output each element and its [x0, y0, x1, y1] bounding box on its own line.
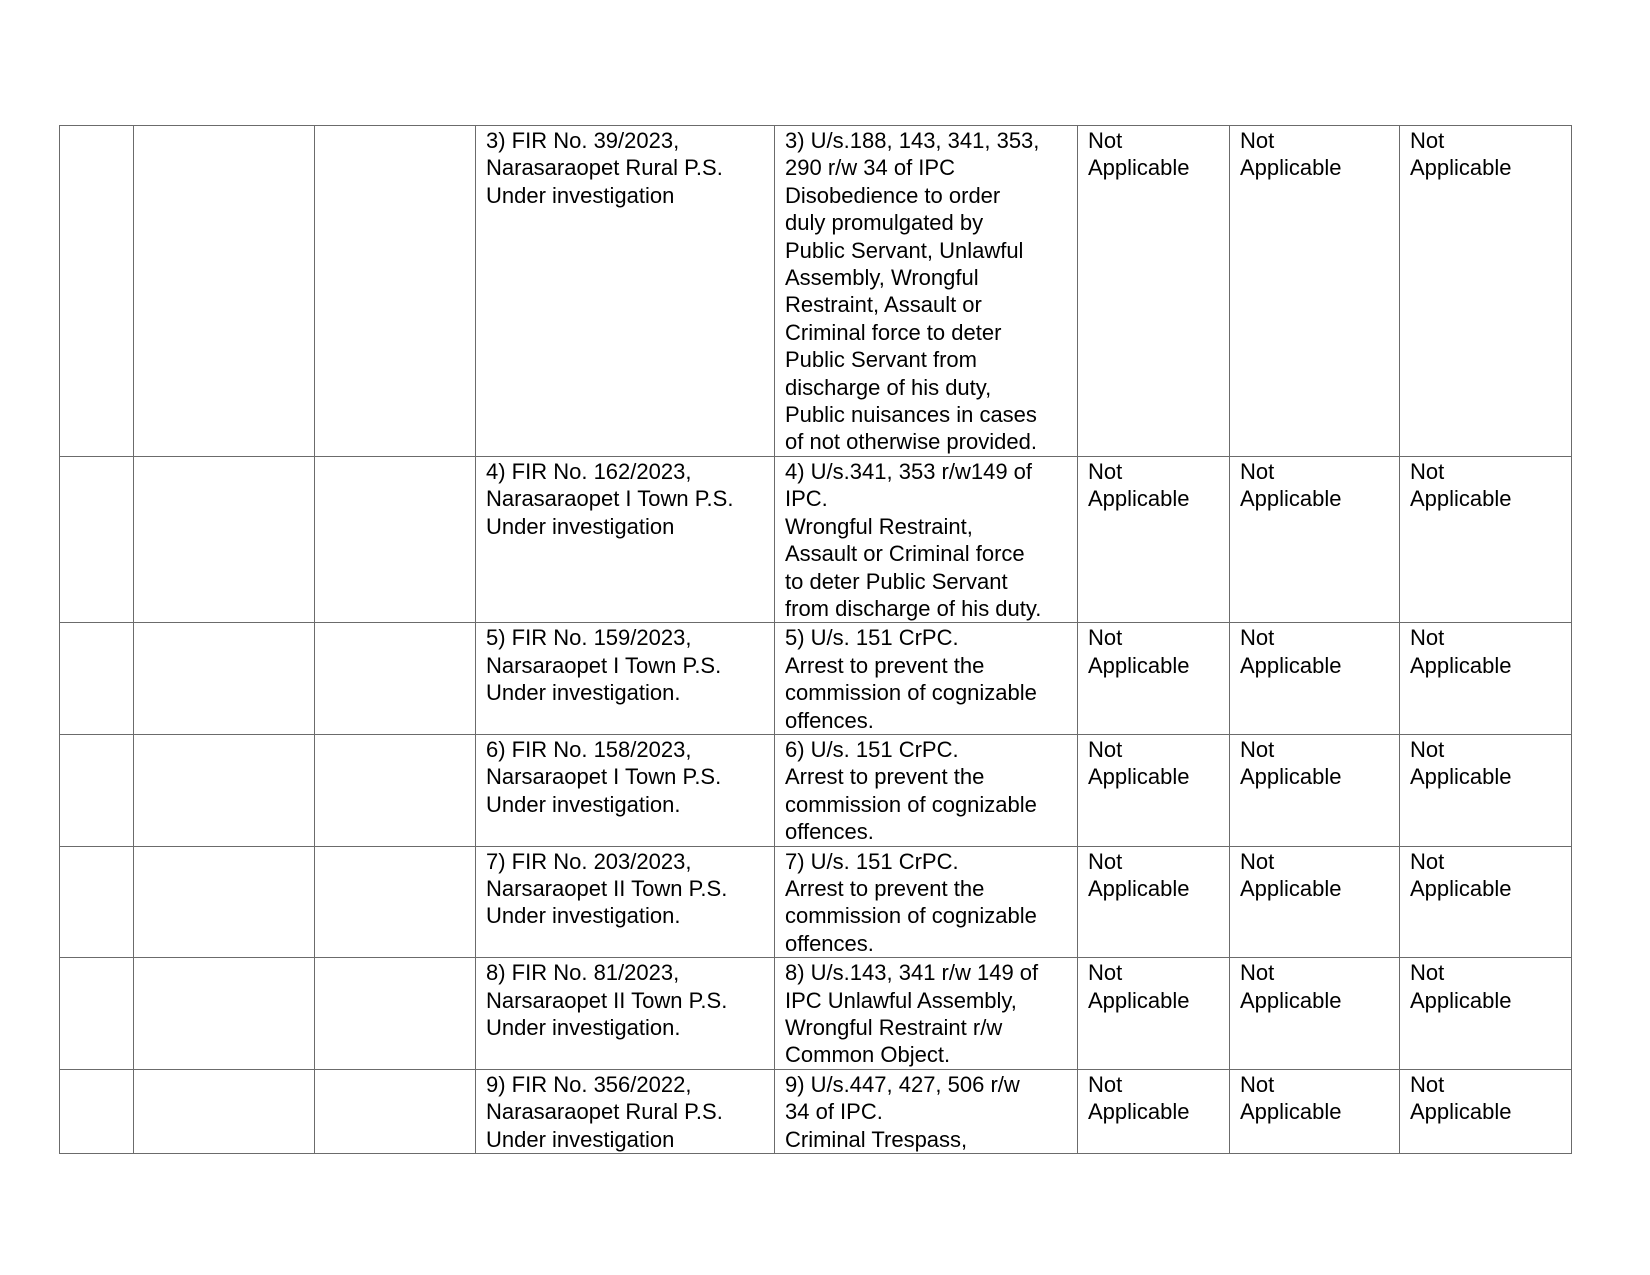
section-line: Public Servant from: [785, 347, 977, 373]
status-cell: [1400, 126, 1572, 457]
status-line: Not: [1410, 960, 1445, 986]
status-cell: [1400, 1069, 1572, 1153]
section-line: 290 r/w 34 of IPC: [785, 155, 955, 181]
table-body: [60, 126, 1572, 1154]
case-details-cell: [476, 734, 775, 846]
section-line: Common Object.: [785, 1042, 951, 1068]
section-line: Wrongful Restraint r/w: [785, 1015, 1003, 1040]
section-line: of not otherwise provided.: [785, 429, 1037, 455]
table-row: [60, 126, 1572, 457]
section-line: Arrest to prevent the: [785, 875, 985, 901]
status-cell: [1230, 958, 1400, 1070]
status-line: Not: [1410, 458, 1445, 484]
status-line: Not: [1410, 625, 1445, 651]
case-line: Under investigation: [486, 513, 675, 539]
section-line: from discharge of his duty.: [785, 595, 1042, 621]
section-line: Public Servant, Unlawful: [785, 237, 1024, 263]
case-line: 5) FIR No. 159/2023,: [486, 625, 692, 651]
section-line: Arrest to prevent the: [785, 652, 985, 678]
case-line: Narasaraopet Rural P.S.: [486, 155, 723, 181]
status-cell: [1078, 126, 1230, 457]
status-cell: [1400, 456, 1572, 622]
status-line: Applicable: [1410, 764, 1512, 790]
status-line: Applicable: [1240, 764, 1342, 790]
section-line: Criminal Trespass,: [785, 1126, 968, 1152]
empty-cell: [315, 734, 476, 846]
status-line: Not: [1088, 1071, 1123, 1097]
status-cell: [1400, 623, 1572, 735]
case-line: 6) FIR No. 158/2023,: [486, 736, 692, 762]
empty-cell: [134, 1069, 315, 1153]
section-line: Assault or Criminal force: [785, 541, 1025, 567]
case-line: 7) FIR No. 203/2023,: [486, 848, 692, 874]
empty-cell: [60, 456, 134, 622]
status-line: Not: [1088, 458, 1123, 484]
table-row: [60, 456, 1572, 622]
status-line: Not: [1410, 736, 1445, 762]
status-line: Not: [1410, 128, 1445, 153]
status-cell: [1230, 623, 1400, 735]
status-line: Not: [1088, 625, 1123, 651]
status-line: Not: [1410, 1071, 1445, 1097]
section-line: IPC Unlawful Assembly,: [785, 987, 1017, 1013]
section-line: 5) U/s. 151 CrPC.: [785, 625, 959, 651]
empty-cell: [134, 958, 315, 1070]
empty-cell: [134, 846, 315, 958]
case-details-cell: [476, 1069, 775, 1153]
empty-cell: [134, 126, 315, 457]
section-line: 4) U/s.341, 353 r/w149 of: [785, 458, 1033, 484]
status-line: Not: [1240, 736, 1275, 762]
status-line: Not: [1240, 625, 1275, 651]
status-line: Applicable: [1410, 987, 1512, 1013]
status-line: Applicable: [1088, 652, 1190, 678]
status-cell: [1078, 1069, 1230, 1153]
case-line: 9) FIR No. 356/2022,: [486, 1071, 692, 1097]
section-line: Public nuisances in cases: [785, 402, 1037, 428]
case-details-cell: [476, 126, 775, 457]
status-line: Not: [1240, 1071, 1275, 1097]
section-line: duly promulgated by: [785, 210, 984, 236]
section-line: 3) U/s.188, 143, 341, 353,: [785, 128, 1040, 153]
section-line: Disobedience to order: [785, 182, 1001, 208]
empty-cell: [315, 456, 476, 622]
status-line: Applicable: [1088, 155, 1190, 181]
empty-cell: [134, 734, 315, 846]
status-line: Applicable: [1240, 875, 1342, 901]
case-details-cell: [476, 623, 775, 735]
sections-cell: [775, 126, 1078, 457]
case-line: Under investigation.: [486, 791, 681, 817]
status-cell: [1400, 846, 1572, 958]
empty-cell: [60, 623, 134, 735]
status-cell: [1230, 846, 1400, 958]
section-line: IPC.: [785, 486, 828, 512]
status-cell: [1078, 958, 1230, 1070]
empty-cell: [60, 958, 134, 1070]
empty-cell: [315, 1069, 476, 1153]
section-line: Criminal force to deter: [785, 319, 1002, 345]
case-line: Under investigation: [486, 1126, 675, 1152]
section-line: to deter Public Servant: [785, 568, 1008, 594]
section-line: commission of cognizable: [785, 680, 1037, 706]
status-cell: [1400, 734, 1572, 846]
status-line: Applicable: [1410, 155, 1512, 181]
status-line: Applicable: [1240, 987, 1342, 1013]
case-line: 8) FIR No. 81/2023,: [486, 960, 680, 986]
section-line: offences.: [785, 707, 874, 733]
status-line: Not: [1088, 960, 1123, 986]
empty-cell: [60, 1069, 134, 1153]
status-line: Applicable: [1088, 875, 1190, 901]
empty-cell: [134, 623, 315, 735]
section-line: 8) U/s.143, 341 r/w 149 of: [785, 960, 1039, 986]
empty-cell: [134, 456, 315, 622]
status-cell: [1078, 734, 1230, 846]
section-line: Assembly, Wrongful: [785, 265, 979, 291]
status-line: Applicable: [1240, 652, 1342, 678]
section-line: Arrest to prevent the: [785, 764, 985, 790]
status-line: Applicable: [1410, 652, 1512, 678]
empty-cell: [60, 846, 134, 958]
status-line: Applicable: [1410, 875, 1512, 901]
sections-cell: [775, 456, 1078, 622]
section-line: commission of cognizable: [785, 903, 1037, 929]
section-line: 7) U/s. 151 CrPC.: [785, 848, 959, 874]
criminal-cases-table: [59, 125, 1572, 1154]
status-line: Not: [1240, 458, 1275, 484]
table-row: [60, 958, 1572, 1070]
status-line: Applicable: [1240, 486, 1342, 512]
section-line: Restraint, Assault or: [785, 292, 982, 318]
status-line: Applicable: [1240, 1099, 1342, 1125]
section-line: commission of cognizable: [785, 791, 1037, 817]
status-line: Applicable: [1088, 486, 1190, 512]
case-line: Under investigation.: [486, 903, 681, 929]
status-cell: [1400, 958, 1572, 1070]
status-cell: [1078, 623, 1230, 735]
status-cell: [1230, 456, 1400, 622]
section-line: Wrongful Restraint,: [785, 513, 973, 539]
status-line: Not: [1088, 736, 1123, 762]
sections-cell: [775, 1069, 1078, 1153]
status-cell: [1230, 1069, 1400, 1153]
section-line: discharge of his duty,: [785, 374, 992, 400]
case-line: Narsaraopet II Town P.S.: [486, 875, 728, 901]
section-line: 34 of IPC.: [785, 1099, 883, 1125]
section-line: offences.: [785, 930, 874, 956]
empty-cell: [315, 126, 476, 457]
status-line: Applicable: [1410, 486, 1512, 512]
empty-cell: [60, 734, 134, 846]
empty-cell: [315, 623, 476, 735]
empty-cell: [60, 126, 134, 457]
table-row: [60, 846, 1572, 958]
case-details-cell: [476, 456, 775, 622]
sections-cell: [775, 734, 1078, 846]
status-cell: [1230, 126, 1400, 457]
case-line: 3) FIR No. 39/2023,: [486, 128, 680, 153]
case-details-cell: [476, 846, 775, 958]
case-line: Narasaraopet Rural P.S.: [486, 1099, 723, 1125]
sections-cell: [775, 846, 1078, 958]
sections-cell: [775, 623, 1078, 735]
status-line: Applicable: [1088, 1099, 1190, 1125]
case-line: Under investigation.: [486, 1015, 681, 1040]
status-line: Applicable: [1240, 155, 1342, 181]
section-line: 9) U/s.447, 427, 506 r/w: [785, 1071, 1020, 1097]
case-line: Narsaraopet II Town P.S.: [486, 987, 728, 1013]
empty-cell: [315, 958, 476, 1070]
case-line: Narasaraopet I Town P.S.: [486, 486, 734, 512]
case-line: Narsaraopet I Town P.S.: [486, 764, 722, 790]
table-row: [60, 1069, 1572, 1153]
table-row: [60, 623, 1572, 735]
case-line: Narsaraopet I Town P.S.: [486, 652, 722, 678]
status-cell: [1078, 456, 1230, 622]
status-line: Applicable: [1410, 1099, 1512, 1125]
status-line: Not: [1410, 848, 1445, 874]
case-line: Under investigation.: [486, 680, 681, 706]
section-line: 6) U/s. 151 CrPC.: [785, 736, 959, 762]
section-line: offences.: [785, 819, 874, 845]
case-details-cell: [476, 958, 775, 1070]
status-cell: [1078, 846, 1230, 958]
status-line: Applicable: [1088, 987, 1190, 1013]
table-row: [60, 734, 1572, 846]
status-line: Not: [1240, 128, 1275, 153]
status-cell: [1230, 734, 1400, 846]
status-line: Applicable: [1088, 764, 1190, 790]
status-line: Not: [1088, 848, 1123, 874]
sections-cell: [775, 958, 1078, 1070]
empty-cell: [315, 846, 476, 958]
status-line: Not: [1088, 128, 1123, 153]
case-line: 4) FIR No. 162/2023,: [486, 458, 692, 484]
status-line: Not: [1240, 960, 1275, 986]
case-line: Under investigation: [486, 182, 675, 208]
status-line: Not: [1240, 848, 1275, 874]
